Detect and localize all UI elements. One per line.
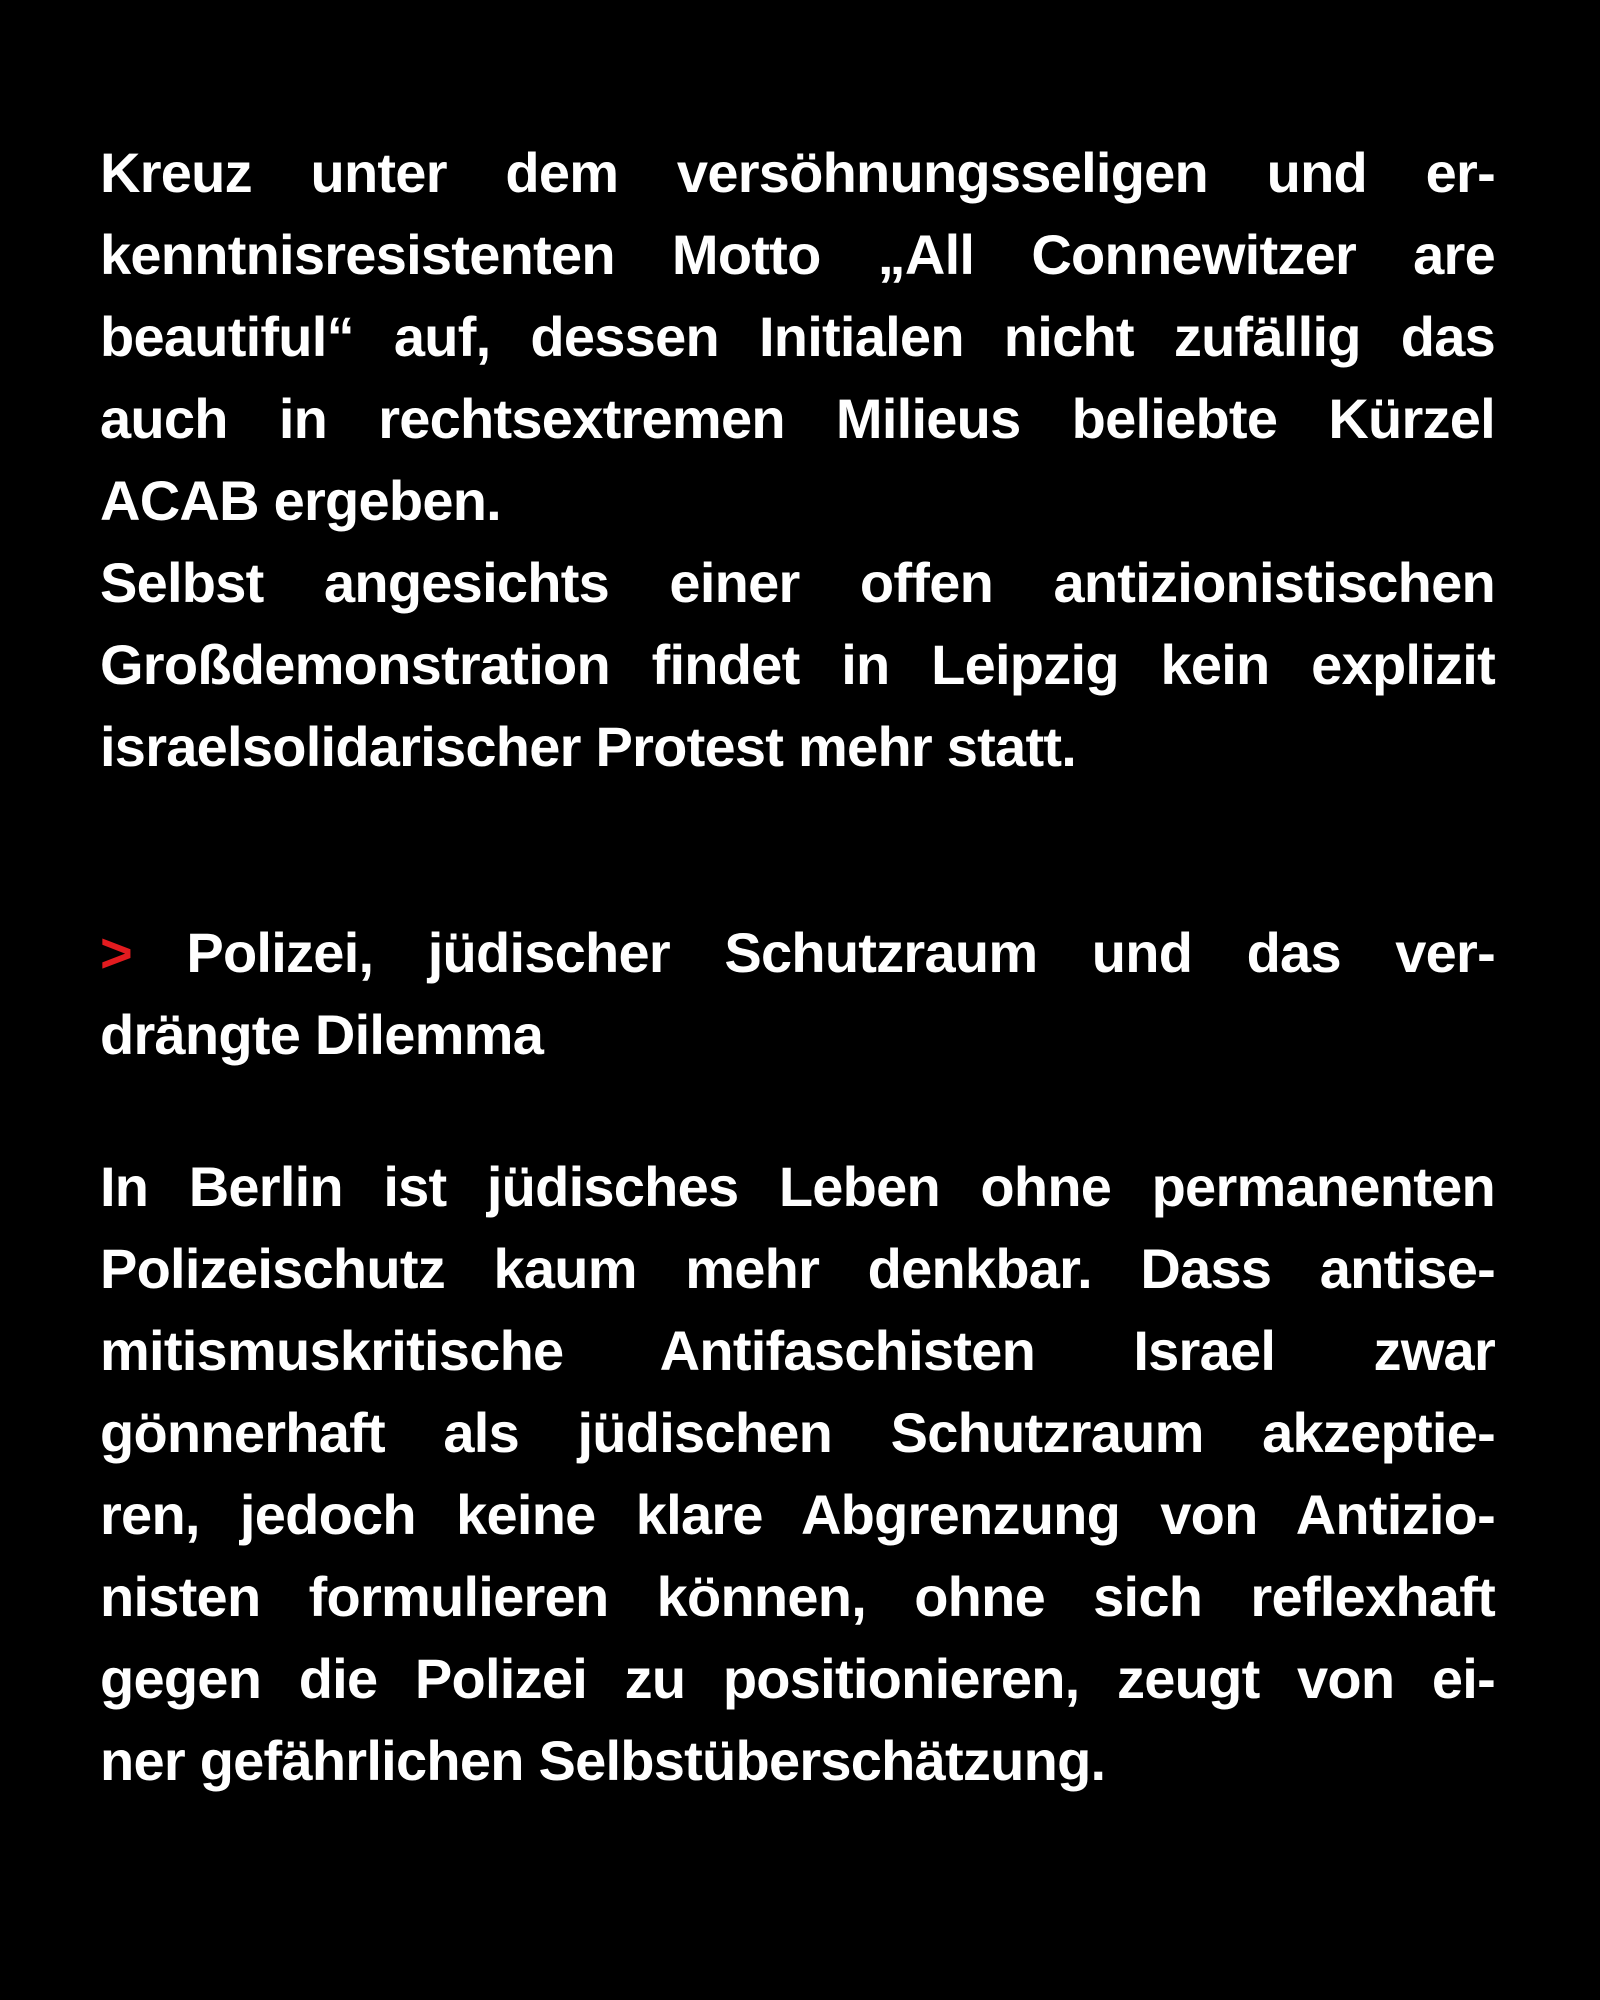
text-line: Polizeischutz kaum mehr denkbar. Dass antise- (100, 1237, 1495, 1300)
heading-text: Polizei, jüdischer Schutzraum und das ver- (131, 921, 1495, 984)
paragraph-leipzig (100, 542, 1495, 788)
heading-line: drängte Dilemma (100, 1003, 544, 1066)
text-line: ACAB ergeben. (100, 469, 501, 532)
text-line: ren, jedoch keine klare Abgrenzung von Antizio- (100, 1483, 1495, 1546)
text-line: Großdemonstration findet in Leipzig kein explizit (100, 633, 1495, 696)
text-line: Selbst angesichts einer offen antizionistischen (100, 551, 1495, 614)
text-line: mitismuskritische Antifaschisten Israel zwar (100, 1319, 1495, 1382)
text-line: gönnerhaft als jüdischen Schutzraum akzeptie- (100, 1401, 1495, 1464)
text-line: nisten formulieren können, ohne sich reflexhaft (100, 1565, 1495, 1628)
text-line: In Berlin ist jüdisches Leben ohne permanenten (100, 1155, 1495, 1218)
text-column (100, 132, 1495, 1802)
heading-line (100, 912, 1495, 994)
text-line: beautiful“ auf, dessen Initialen nicht zufällig das (100, 305, 1495, 368)
text-line: auch in rechtsextremen Milieus beliebte Kürzel (100, 387, 1495, 450)
text-line: gegen die Polizei zu positionieren, zeugt von ei- (100, 1647, 1495, 1710)
paragraph-berlin (100, 1146, 1495, 1802)
paragraph-acab (100, 132, 1495, 542)
text-line: kenntnisresistenten Motto „All Connewitzer are (100, 223, 1495, 286)
text-line: Kreuz unter dem versöhnungsseligen und er- (100, 141, 1495, 204)
chevron-right-icon: > (100, 921, 132, 984)
section-heading (100, 912, 1495, 1076)
text-line: ner gefährlichen Selbstüberschätzung. (100, 1729, 1106, 1792)
text-line: israelsolidarischer Protest mehr statt. (100, 715, 1077, 778)
